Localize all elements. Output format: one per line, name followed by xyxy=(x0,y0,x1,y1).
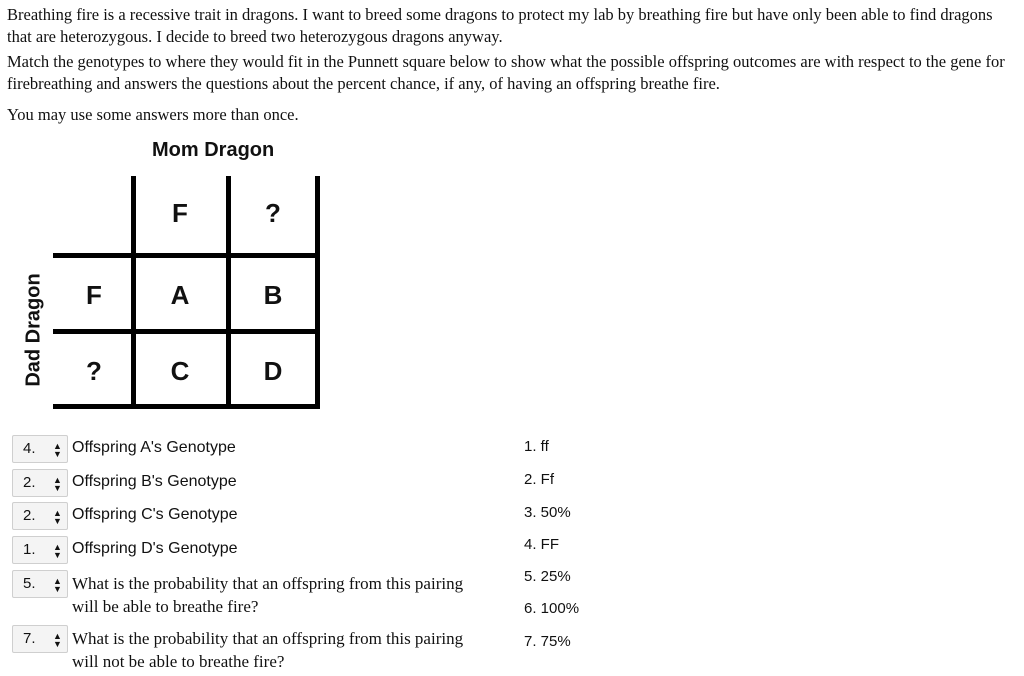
question-label: Offspring B's Genotype xyxy=(72,473,237,490)
grid-line xyxy=(226,176,231,408)
intro-paragraph-2: Match the genotypes to where they would fit in the Punnett square below to show what the possible offspring outcomes are with respect to the gene for firebreathing and answers the questions about the percent chance, if any, of having an offspring breathe fire. xyxy=(7,52,1005,93)
updown-arrow-icon: ▲ ▼ xyxy=(53,542,62,560)
mom-dragon-label: Mom Dragon xyxy=(152,139,275,161)
answer-choice: 3. 50% xyxy=(524,504,571,521)
cell-a: A xyxy=(170,280,190,310)
updown-arrow-icon: ▲ ▼ xyxy=(53,508,62,526)
question-label: What is the probability that an offspring from this pairing will be able to breathe fire? xyxy=(72,574,464,616)
select-value: 4. xyxy=(23,440,36,457)
updown-arrow-icon: ▲ ▼ xyxy=(53,475,62,493)
answer-choice: 5. 25% xyxy=(524,568,571,585)
select-value: 5. xyxy=(23,575,36,592)
answer-select-b[interactable] xyxy=(12,469,68,497)
mom-allele-2: ? xyxy=(265,198,281,228)
answer-choice: 6. 100% xyxy=(524,600,580,617)
answer-select-c[interactable] xyxy=(12,502,68,530)
dad-dragon-label: Dad Dragon xyxy=(22,273,45,387)
answer-select-a[interactable] xyxy=(12,435,68,463)
answer-choice: 1. ff xyxy=(524,438,549,455)
cell-d: D xyxy=(263,356,283,386)
intro-paragraph-3: You may use some answers more than once. xyxy=(7,105,299,124)
question-label: Offspring D's Genotype xyxy=(72,540,238,557)
answer-choice: 2. Ff xyxy=(524,471,555,488)
question-label: Offspring A's Genotype xyxy=(72,439,236,456)
dad-allele-2: ? xyxy=(86,356,102,386)
select-value: 1. xyxy=(23,541,36,558)
updown-arrow-icon: ▲ ▼ xyxy=(53,576,62,594)
select-value: 7. xyxy=(23,630,36,647)
updown-arrow-icon: ▲ ▼ xyxy=(53,631,62,649)
cell-b: B xyxy=(263,280,283,310)
grid-line xyxy=(53,329,320,334)
answer-select-fire[interactable] xyxy=(12,570,68,598)
question-label: Offspring C's Genotype xyxy=(72,506,238,523)
answer-choice: 4. FF xyxy=(524,536,560,553)
intro-paragraph-1: Breathing fire is a recessive trait in dragons. I want to breed some dragons to protect my lab by breathing fire but have only been able to find dragons that are heterozygous. I decide to breed two heterozygous dragons anyway. xyxy=(7,5,993,46)
grid-line xyxy=(315,176,320,408)
select-value: 2. xyxy=(23,507,36,524)
answer-select-no-fire[interactable] xyxy=(12,625,68,653)
dad-allele-1: F xyxy=(86,280,102,310)
answer-select-d[interactable] xyxy=(12,536,68,564)
cell-c: C xyxy=(170,356,190,386)
grid-line xyxy=(53,253,320,258)
mom-allele-1: F xyxy=(172,198,188,228)
question-label: What is the probability that an offspring from this pairing will not be able to breathe fire? xyxy=(72,629,464,671)
answer-choice: 7. 75% xyxy=(524,633,571,650)
updown-arrow-icon: ▲ ▼ xyxy=(53,441,62,459)
grid-line xyxy=(53,404,320,409)
select-value: 2. xyxy=(23,474,36,491)
